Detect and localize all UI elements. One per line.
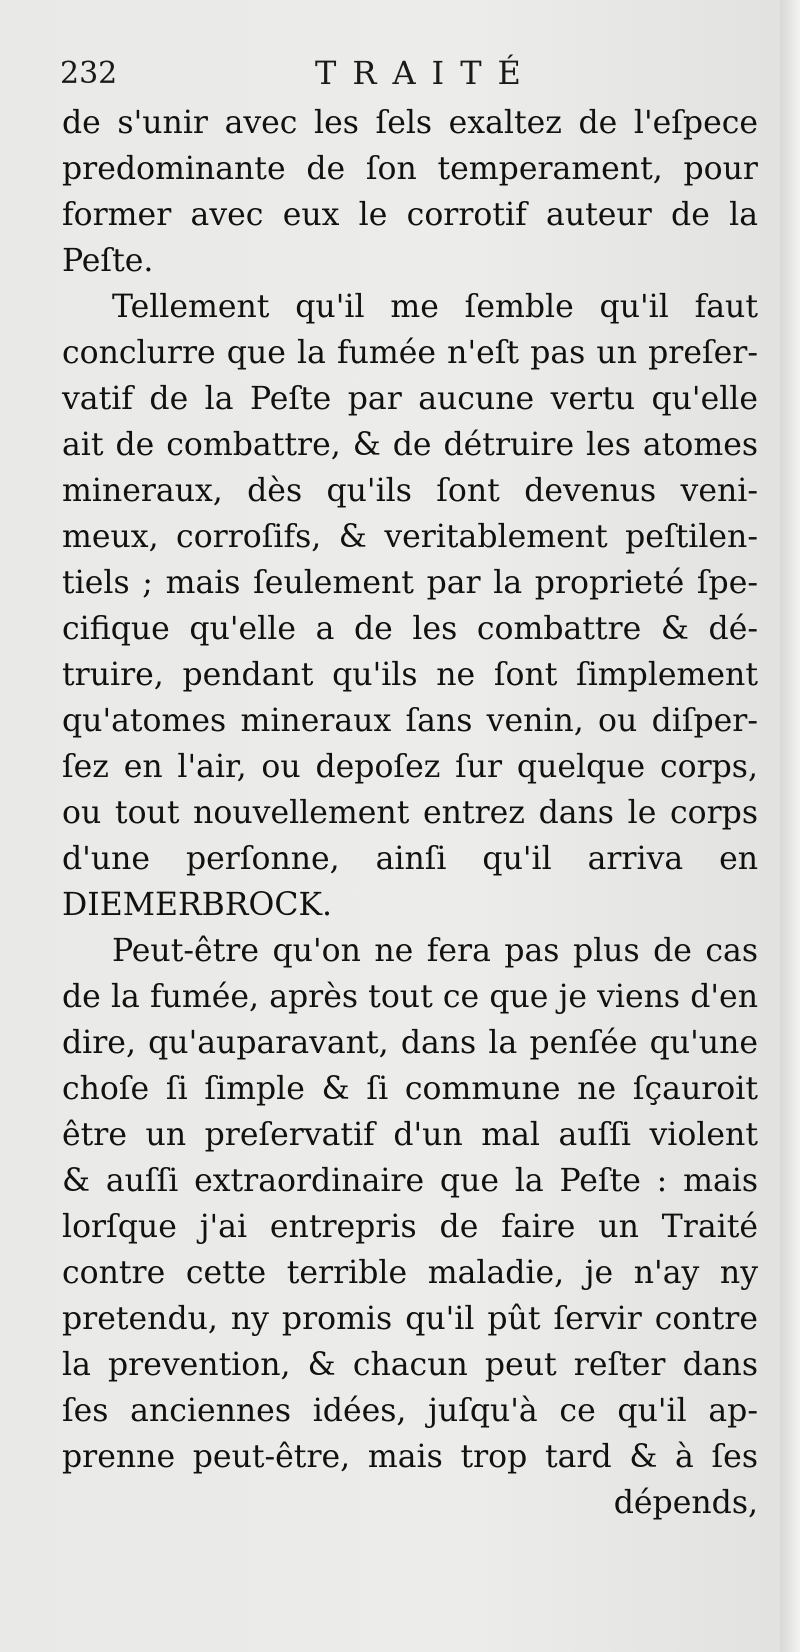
text-line: contre cette terrible maladie, je n'ay ny xyxy=(62,1255,758,1291)
text-line: DIEMERBROCK. xyxy=(62,887,332,923)
text-line: qu'atomes mineraux ſans venin, ou diſper- xyxy=(62,703,758,739)
body-text xyxy=(62,100,758,1526)
text-line: être un preſervatif d'un mal auſſi violent xyxy=(62,1117,758,1153)
text-line: ou tout nouvellement entrez dans le corps xyxy=(62,795,758,831)
text-line: d'une perſonne, ainſi qu'il arriva en xyxy=(62,841,758,877)
text-line: Peut-être qu'on ne fera pas plus de cas xyxy=(112,933,758,969)
text-line: Tellement qu'il me ſemble qu'il faut xyxy=(112,289,758,325)
text-line: choſe ſi ſimple & ſi commune ne ſçauroit xyxy=(62,1071,758,1107)
text-line: de la fumée, après tout ce que je viens d'en xyxy=(62,979,758,1015)
text-line: ſez en l'air, ou depoſez ſur quelque corps, xyxy=(62,749,758,785)
page-number: 232 xyxy=(60,56,118,91)
running-title: TRAITÉ xyxy=(315,54,537,92)
page-header xyxy=(60,52,740,100)
page-gutter xyxy=(780,0,800,1652)
text-line: & auſſi extraordinaire que la Peſte : mais xyxy=(62,1163,758,1199)
text-line: lorſque j'ai entrepris de faire un Traité xyxy=(62,1209,758,1245)
text-line: meux, corroſifs, & veritablement peſtilen- xyxy=(62,519,758,555)
text-line: former avec eux le corrotif auteur de la xyxy=(62,197,758,233)
text-line: tiels ; mais ſeulement par la proprieté ſpe- xyxy=(62,565,758,601)
text-line: la prevention, & chacun peut reſter dans xyxy=(62,1347,758,1383)
text-line: pretendu, ny promis qu'il pût ſervir contre xyxy=(62,1301,758,1337)
text-line: conclurre que la fumée n'eſt pas un preſer- xyxy=(62,335,758,371)
catchword: dépends, xyxy=(613,1485,758,1521)
text-line: ait de combattre, & de détruire les atomes xyxy=(62,427,758,463)
text-line: truire, pendant qu'ils ne ſont ſimplement xyxy=(62,657,758,693)
text-line: predominante de ſon temperament, pour xyxy=(62,151,758,187)
text-line: mineraux, dès qu'ils ſont devenus veni- xyxy=(62,473,758,509)
text-line: vatif de la Peſte par aucune vertu qu'elle xyxy=(62,381,758,417)
text-line: Peſte. xyxy=(62,243,154,279)
text-line: prenne peut-être, mais trop tard & à ſes xyxy=(62,1439,758,1475)
text-line: cifique qu'elle a de les combattre & dé- xyxy=(62,611,758,647)
text-line: de s'unir avec les ſels exaltez de l'eſpece xyxy=(62,105,758,141)
text-line: ſes anciennes idées, juſqu'à ce qu'il ap- xyxy=(62,1393,758,1429)
text-line: dire, qu'auparavant, dans la penſée qu'une xyxy=(62,1025,758,1061)
